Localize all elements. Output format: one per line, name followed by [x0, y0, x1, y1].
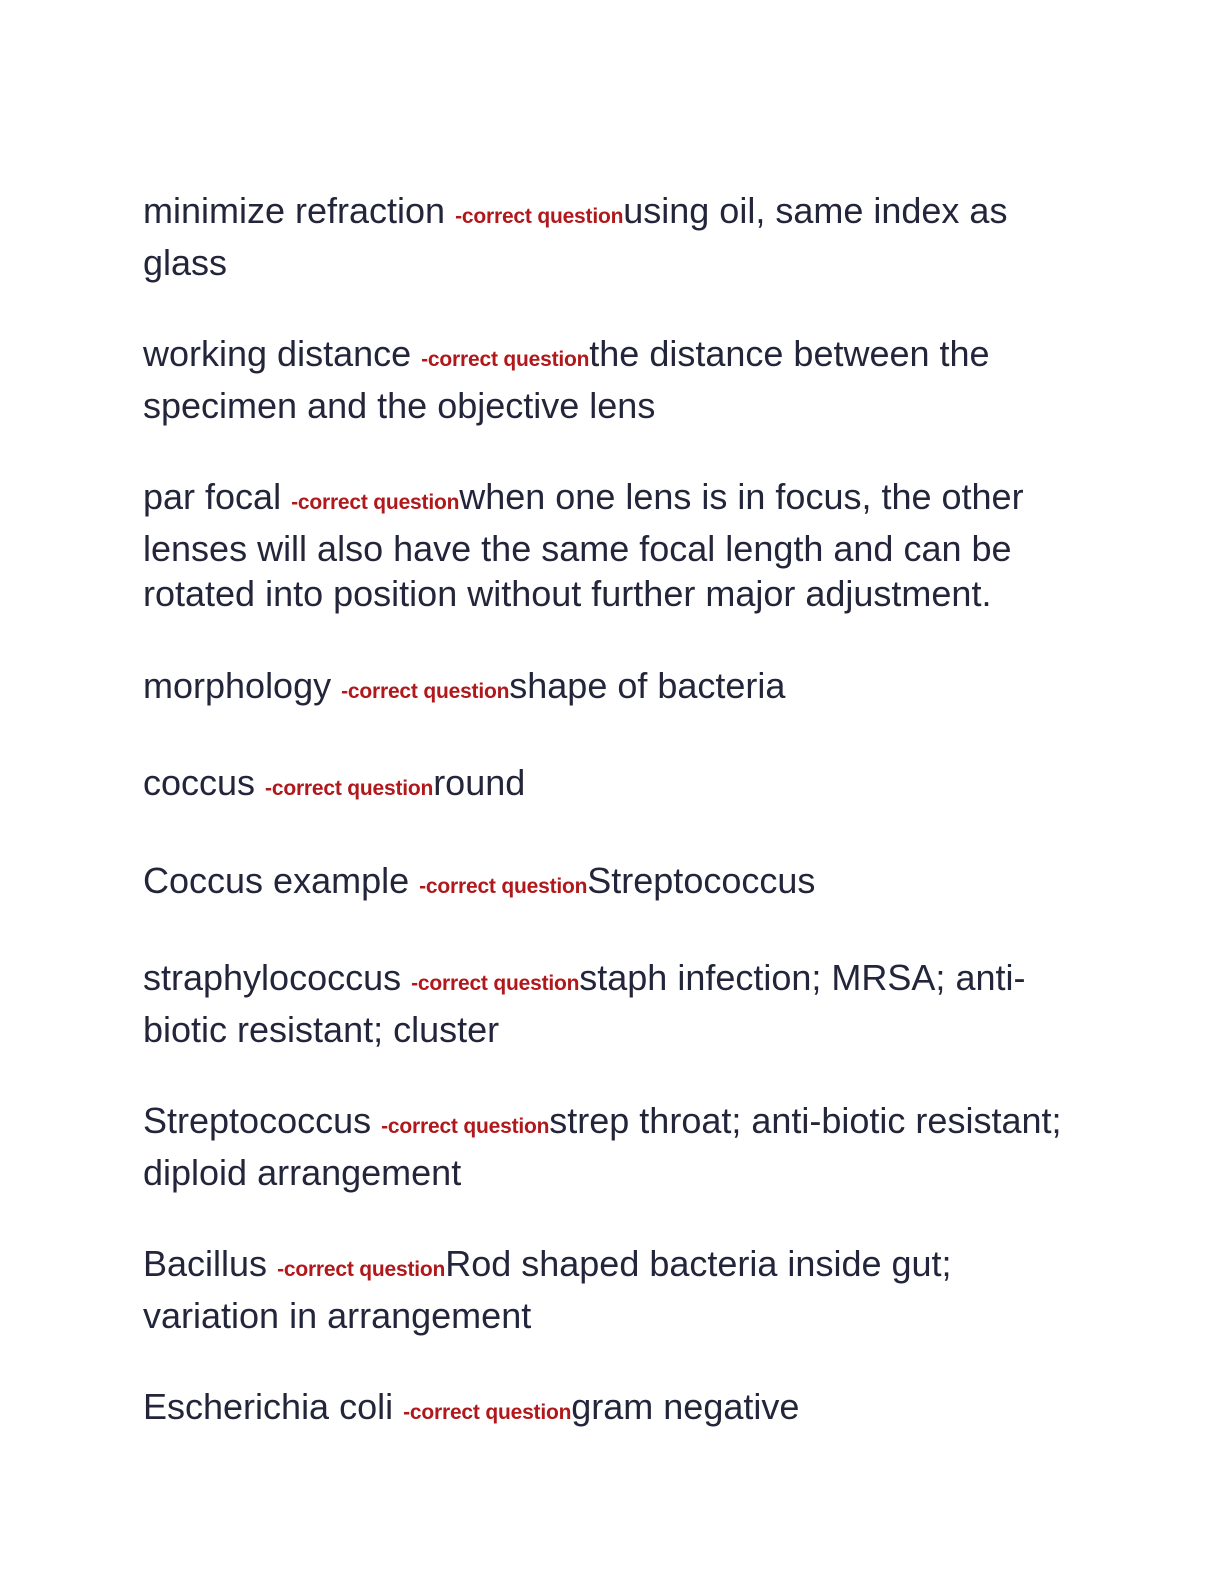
entry-par-focal: [143, 474, 1088, 617]
entry-term: straphylococcus: [143, 957, 412, 998]
entry-term: minimize refraction: [143, 190, 456, 231]
correct-question-marker: -correct question: [403, 1401, 572, 1424]
entry-answer: the distance between the specimen and the objective lens: [143, 333, 990, 426]
correct-question-marker: -correct question: [265, 777, 434, 800]
entry-answer: using oil, same index as glass: [143, 190, 1008, 283]
entry-term: Escherichia coli: [143, 1386, 404, 1427]
entry-answer: Rod shaped bacteria inside gut; variation in arrangement: [143, 1243, 952, 1336]
entry-term: Coccus example: [143, 859, 420, 901]
entry-minimize-refraction: [143, 188, 1088, 285]
entry-morphology: [143, 663, 1088, 715]
correct-question-marker: -correct question: [411, 972, 580, 995]
correct-question-marker: -correct question: [381, 1115, 550, 1138]
entry-coccus-example: [143, 858, 1088, 910]
entry-term: working distance: [143, 333, 422, 374]
correct-question-marker: -correct question: [341, 679, 510, 703]
entry-coccus: [143, 760, 1088, 812]
entry-term: coccus: [143, 762, 266, 803]
correct-question-marker: -correct question: [291, 491, 460, 514]
correct-question-marker: -correct question: [455, 205, 624, 228]
correct-question-marker: -correct question: [419, 874, 588, 898]
entry-term: morphology: [143, 664, 342, 706]
entry-working-distance: [143, 331, 1088, 428]
entry-streptococcus: [143, 1098, 1088, 1195]
entry-answer: shape of bacteria: [509, 664, 786, 706]
document-page: [143, 188, 1088, 1482]
entry-answer: staph infection; MRSA; anti-biotic resistant; cluster: [143, 957, 1026, 1050]
entry-answer: strep throat; anti-biotic resistant; diploid arrangement: [143, 1100, 1062, 1193]
entry-answer: gram negative: [571, 1386, 800, 1427]
entry-term: Streptococcus: [143, 1100, 382, 1141]
correct-question-marker: -correct question: [277, 1258, 446, 1281]
entry-escherichia-coli: [143, 1384, 1088, 1436]
entry-answer: Streptococcus: [587, 859, 816, 901]
entry-bacillus: [143, 1241, 1088, 1338]
correct-question-marker: -correct question: [421, 348, 590, 371]
entry-straphylococcus: [143, 955, 1088, 1052]
entry-answer: when one lens is in focus, the other lenses will also have the same focal length and can be rotated into position without further major adjustment.: [143, 476, 1024, 614]
entry-term: par focal: [143, 476, 292, 517]
entry-term: Bacillus: [143, 1243, 278, 1284]
entry-answer: round: [433, 762, 526, 803]
